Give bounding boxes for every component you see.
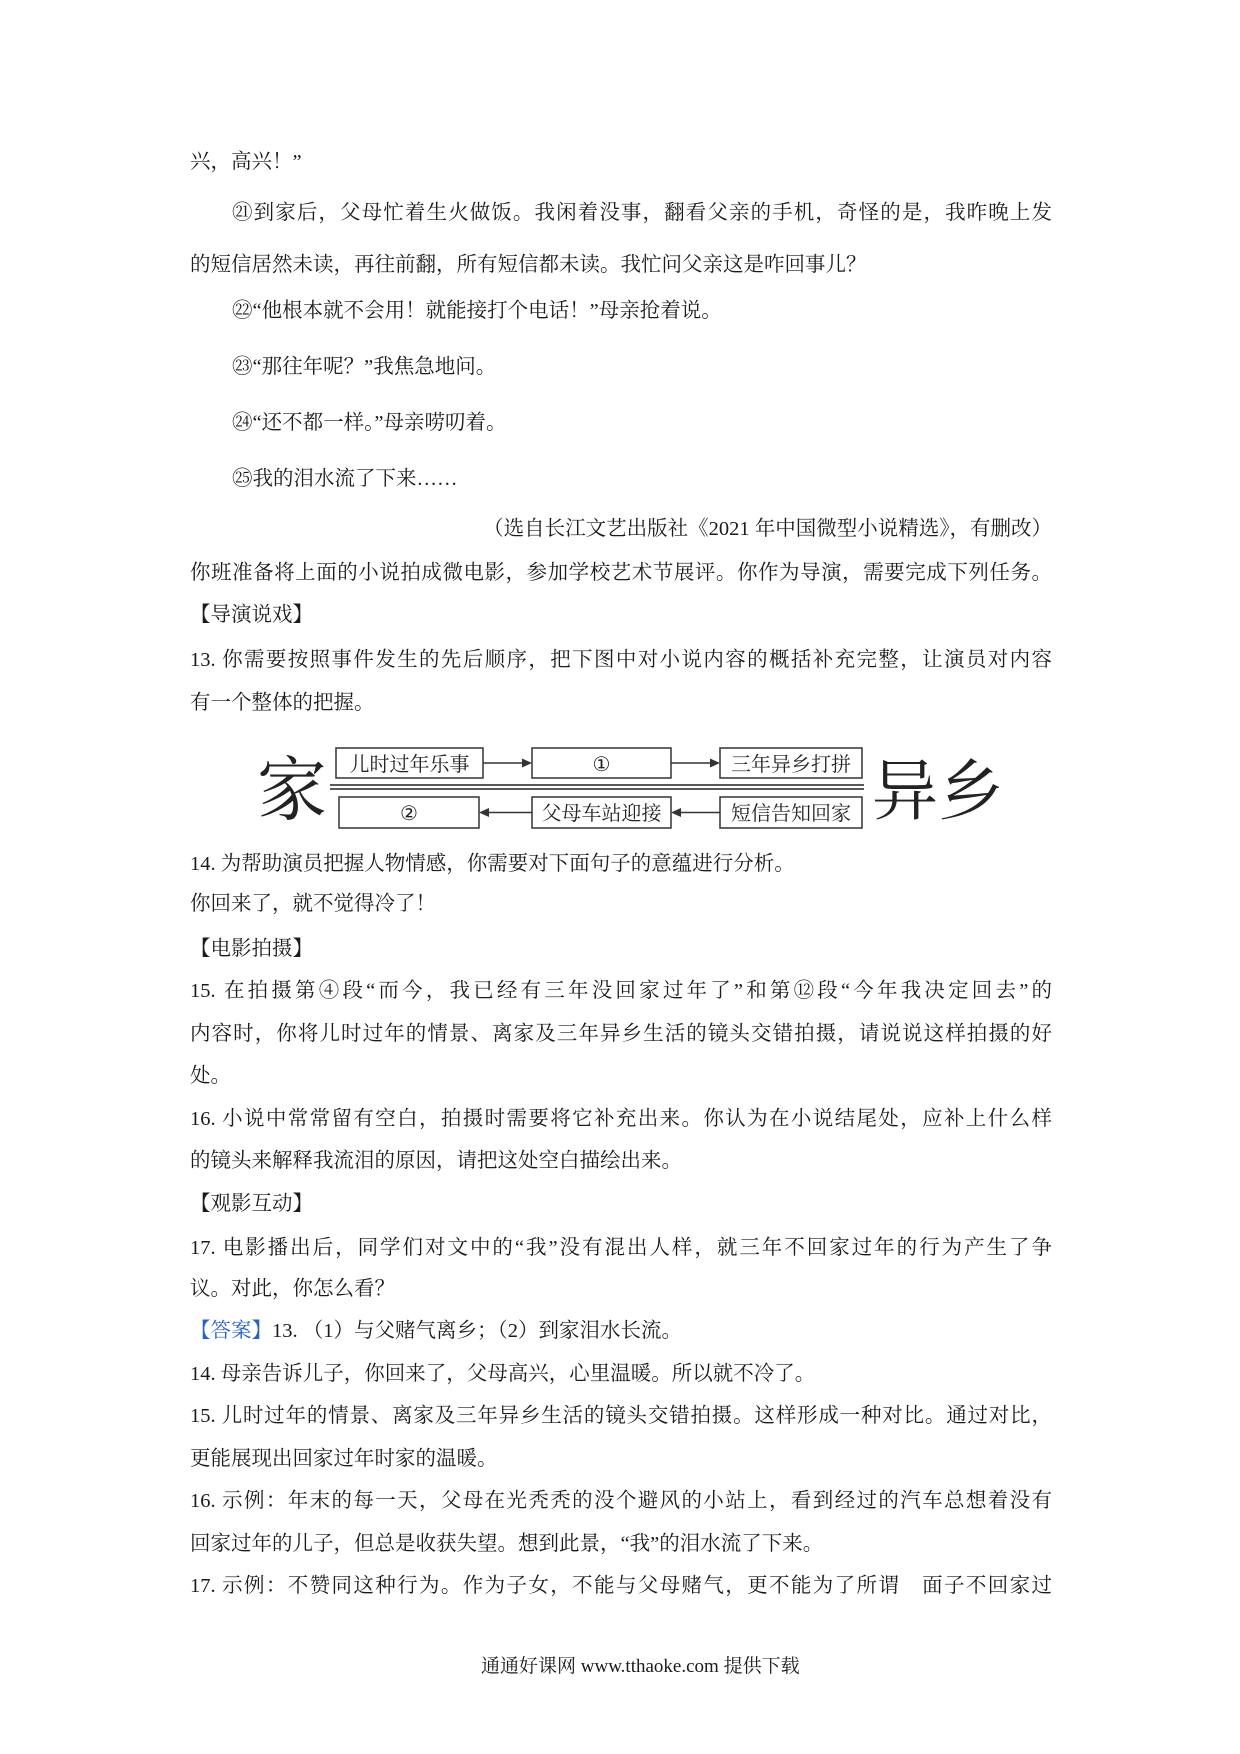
question-15-line: 15. 在拍摄第④段“而今，我已经有三年没回家过年了”和第⑫段“今年我决定回去”的 (190, 980, 1052, 1002)
flow-arrow (671, 759, 720, 768)
diagram-left-label: 家 (257, 753, 327, 830)
diagram-box (720, 797, 862, 828)
task-intro: 你班准备将上面的小说拍成微电影，参加学校艺术节展评。你作为导演，需要完成下列任务。 (190, 562, 1052, 584)
question-13-line: 13. 你需要按照事件发生的先后顺序，把下图中对小说内容的概括补充完整，让演员对内容 (190, 649, 1052, 671)
diagram-box (532, 797, 671, 828)
passage-line: ㉑到家后，父母忙着生火做饭。我闲着没事，翻看父亲的手机，奇怪的是，我昨晚上发 (232, 202, 1052, 224)
question-13-line: 有一个整体的把握。 (190, 692, 375, 714)
diagram-blank-1: ① (592, 754, 611, 776)
passage-line: ㉒“他根本就不会用！就能接打个电话！”母亲抢着说。 (232, 300, 722, 322)
diagram-box (336, 748, 483, 778)
question-16-line: 16. 小说中常常留有空白，拍摄时需要将它补充出来。你认为在小说结尾处，应补上什么样 (190, 1108, 1052, 1130)
diagram-box (339, 797, 479, 828)
passage-line: ㉔“还不都一样。”母亲唠叨着。 (232, 412, 507, 434)
answer-14: 14. 母亲告诉儿子，你回来了，父母高兴，心里温暖。所以就不冷了。 (190, 1363, 816, 1385)
diagram-box-label: 父母车站迎接 (541, 803, 662, 825)
section-heading-filming: 【电影拍摄】 (190, 938, 313, 960)
answer-15-line: 更能展现出回家过年时家的温暖。 (190, 1448, 498, 1470)
question-14-quote: 你回来了，就不觉得冷了！ (190, 893, 436, 915)
flow-arrow (483, 759, 532, 768)
connecting-double-line (330, 785, 864, 789)
answer-tag: 【答案】 (190, 1320, 272, 1342)
answer-15-line: 15. 儿时过年的情景、离家及三年异乡生活的镜头交错拍摄。这样形成一种对比。通过对比， (190, 1405, 1052, 1427)
flow-arrow (671, 808, 720, 817)
passage-line: 的短信居然未读，再往前翻，所有短信都未读。我忙问父亲这是咋回事儿？ (190, 254, 867, 276)
question-15-line: 内容时，你将儿时过年的情景、离家及三年异乡生活的镜头交错拍摄，请说说这样拍摄的好 (190, 1023, 1052, 1045)
passage-line: ㉕我的泪水流了下来…… (232, 468, 458, 490)
answer-13 (190, 1316, 682, 1346)
section-heading-director: 【导演说戏】 (190, 604, 313, 626)
question-15-line: 处。 (190, 1065, 231, 1087)
diagram-box (720, 748, 862, 778)
diagram-box-label: 儿时过年乐事 (349, 754, 470, 776)
answer-16-line: 16. 示例：年末的每一天，父母在光秃秃的没个避风的小站上，看到经过的汽车总想着没有 (190, 1490, 1052, 1512)
flow-arrow (479, 808, 532, 817)
passage-line: ㉓“那往年呢？”我焦急地问。 (232, 356, 497, 378)
answer-13-text: 13. （1）与父赌气离乡；（2）到家泪水长流。 (272, 1320, 682, 1342)
question-16-line: 的镜头来解释我流泪的原因，请把这处空白描绘出来。 (190, 1150, 682, 1172)
diagram-box (532, 748, 671, 778)
section-heading-interaction: 【观影互动】 (190, 1193, 313, 1215)
page-footer: 通通好课网 www.tthaoke.com 提供下载 (481, 1656, 800, 1677)
source-note: （选自长江文艺出版社《2021 年中国微型小说精选》，有删改） (483, 518, 1052, 540)
answer-16-line: 回家过年的儿子，但总是收获失望。想到此景，“我”的泪水流了下来。 (190, 1533, 824, 1555)
passage-line: 兴，高兴！” (190, 151, 302, 173)
question-14-line: 14. 为帮助演员把握人物情感，你需要对下面句子的意蕴进行分析。 (190, 853, 795, 875)
diagram-blank-2: ② (400, 803, 418, 825)
plot-flow-diagram (250, 738, 1020, 838)
diagram-box-label: 三年异乡打拼 (731, 754, 851, 776)
diagram-right-label: 异乡 (872, 756, 1004, 829)
question-17-line: 17. 电影播出后，同学们对文中的“我”没有混出人样，就三年不回家过年的行为产生了争 (190, 1237, 1052, 1259)
diagram-box-label: 短信告知回家 (731, 803, 851, 825)
flow-diagram-svg (250, 738, 1020, 838)
answer-17-line: 17. 示例：不赞同这种行为。作为子女，不能与父母赌气，更不能为了所谓 面子不回家过 (190, 1575, 1052, 1597)
question-17-line: 议。对此，你怎么看？ (190, 1278, 395, 1300)
